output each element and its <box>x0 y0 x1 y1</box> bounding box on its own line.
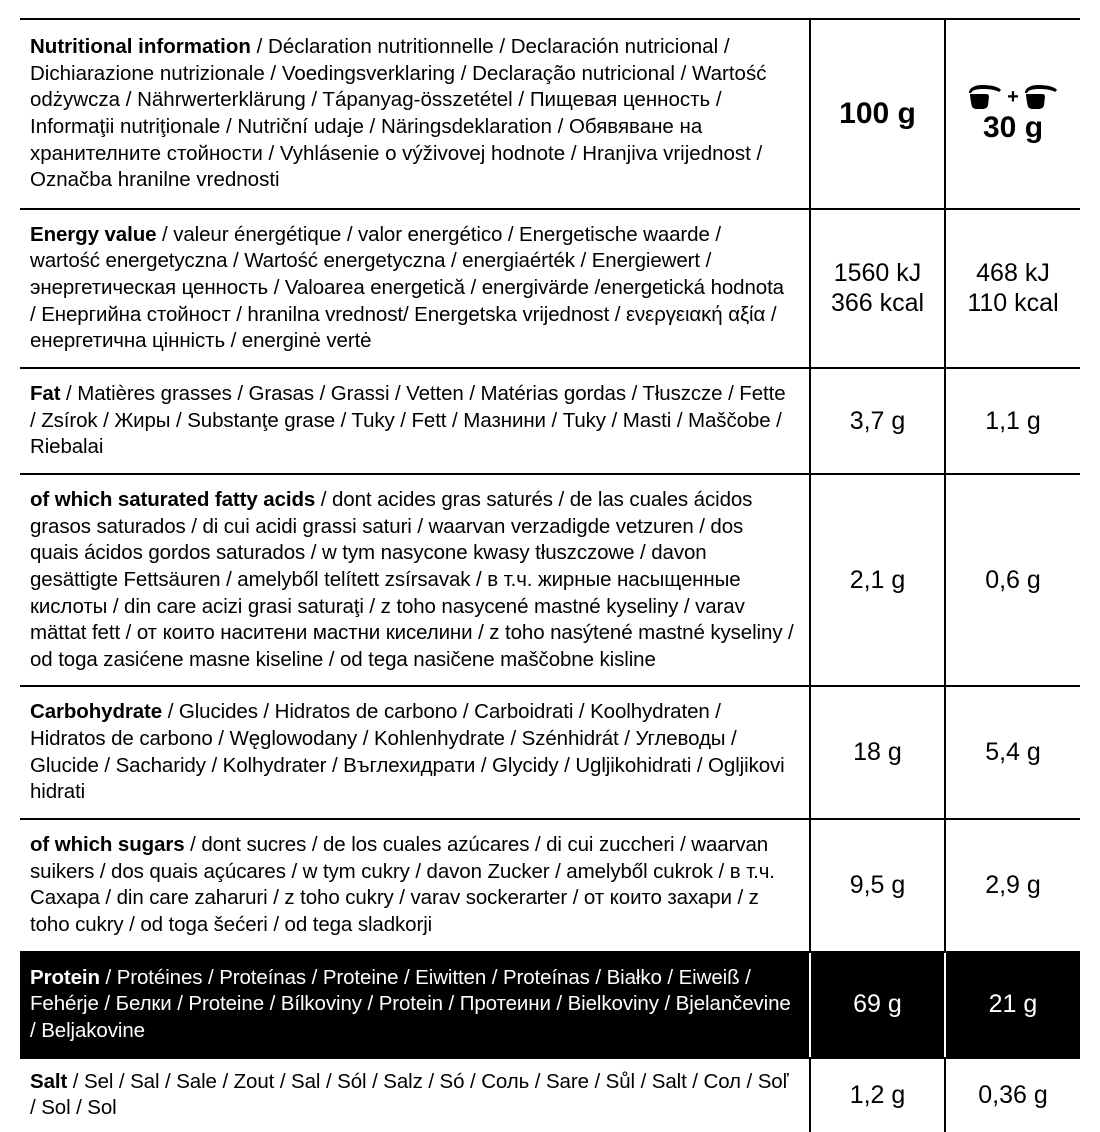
row-nutrient-name: Protein <box>30 965 100 989</box>
table-row <box>20 209 1080 368</box>
header-100g-label: 100 g <box>839 96 916 130</box>
row-value-100g-line1: 2,1 g <box>849 565 906 594</box>
row-value-100g <box>810 952 945 1058</box>
table-row <box>20 1058 1080 1132</box>
header-label-cell <box>20 19 810 209</box>
row-nutrient-name: Energy value <box>30 222 157 246</box>
row-value-100g-line1: 3,7 g <box>849 406 906 435</box>
row-value-100g <box>810 1058 945 1132</box>
header-100g-cell <box>810 19 945 209</box>
row-value-serving <box>945 1058 1080 1132</box>
scoop-icon <box>1022 84 1060 110</box>
table-row <box>20 819 1080 952</box>
row-nutrient-name: Carbohydrate <box>30 700 163 724</box>
row-value-100g-line1: 9,5 g <box>849 871 906 900</box>
row-nutrient-translations: / Matières grasses / Grasas / Grassi / Vetten / Matérias gordas / Tłuszcze / Fette / Zsírok / Жиры / Substanţe grase / Tuky / Fett / Мазнини / Tuky / Masti / Maščobe / Riebalai <box>30 382 786 459</box>
row-value-serving <box>945 474 1080 686</box>
plus-sign: + <box>1007 86 1019 109</box>
header-title: Nutritional information <box>30 35 251 58</box>
row-nutrient-name: Salt <box>30 1069 68 1093</box>
row-value-serving <box>945 819 1080 952</box>
row-value-100g-line2: 366 kcal <box>830 289 925 318</box>
table-header-row <box>20 19 1080 209</box>
row-value-serving <box>945 368 1080 474</box>
row-nutrient-translations: / dont sucres / de los cuales azúcares / di cui zuccheri / waarvan suikers / dos quais açúcares / w tym cukry / davon Zucker / amelyből cukrok / в т.ч. Cахара / din care zaharuri / z toho cukry / varav sockerarter / от които захари / z toho cukry / od toga šećeri / od tega sladkorji <box>30 833 775 936</box>
row-nutrient-translations: / Protéines / Proteínas / Proteine / Eiwitten / Proteínas / Białko / Eiweiß / Fehérje / Белки / Proteine / Bílkoviny / Protein / Протеини / Bielkoviny / Bjelančevine / Beljakovine <box>30 965 791 1042</box>
row-nutrient-name: of which saturated fatty acids <box>30 487 316 511</box>
row-label-fat <box>20 368 810 474</box>
nutritional-information-table <box>20 18 1080 1132</box>
row-label-protein <box>20 952 810 1058</box>
row-value-100g-line1: 18 g <box>853 738 902 767</box>
table-row <box>20 474 1080 686</box>
table-row-highlighted-protein <box>20 952 1080 1058</box>
table-row <box>20 686 1080 819</box>
row-value-serving-line1: 1,1 g <box>985 406 1041 435</box>
row-label-energy <box>20 209 810 368</box>
row-value-100g <box>810 474 945 686</box>
row-value-serving-line2: 110 kcal <box>967 289 1059 318</box>
header-title-translations: / Déclaration nutritionnelle / Declaración nutricional / Dichiarazione nutrizionale / Voedingsverklaring / Declaração nutricional / Wartość odżywcza / Nährwerterklärung / Tápanyag-összetétel / Пищевая ценность / Informaţii nutriţionale / Nutriční udaje / Näringsdeklaration / Обявяване на хранителните стойности / Vyhlásenie o výživovej hodnote / Hranjiva vrijednost / Označba hranilne vrednosti <box>30 35 767 192</box>
scoop-icon-group <box>966 84 1060 110</box>
row-value-100g-line1: 1,2 g <box>849 1080 906 1109</box>
row-value-serving-line1: 0,36 g <box>978 1080 1048 1109</box>
row-label-saturated-fat <box>20 474 810 686</box>
row-value-serving-line1: 0,6 g <box>985 565 1041 594</box>
table-row <box>20 368 1080 474</box>
row-value-100g <box>810 686 945 819</box>
row-value-serving-line1: 468 kJ <box>976 258 1050 287</box>
row-value-serving-line1: 2,9 g <box>985 871 1041 900</box>
row-nutrient-name: Fat <box>30 382 61 406</box>
row-nutrient-translations: / Sel / Sal / Sale / Zout / Sal / Sól / Salz / Só / Соль / Sare / Sůl / Salt / Сол / Soľ / Sol / Sol <box>30 1069 789 1120</box>
row-value-100g <box>810 368 945 474</box>
row-nutrient-translations: / Glucides / Hidratos de carbono / Carboidrati / Koolhydraten / Hidratos de carbono / Węglowodany / Kohlenhydrate / Szénhidrát / Углеводы / Glucide / Sacharidy / Kolhydrater / Въглехидрати / Glycidy / Ugljikohidrati / Ogljikovi hidrati <box>30 700 785 804</box>
row-label-carbohydrate <box>20 686 810 819</box>
row-nutrient-name: of which sugars <box>30 833 185 857</box>
row-label-salt <box>20 1058 810 1132</box>
row-value-100g-line1: 1560 kJ <box>833 258 922 287</box>
row-nutrient-translations: / dont acides gras saturés / de las cuales ácidos grasos saturados / di cui acidi grassi saturi / waarvan verzadigde vetzuren / dos quais ácidos gordos saturados / w tym nasycone kwasy tłuszczowe / davon gesättigte Fettsäuren / amelyből telített zsírsavak / в т.ч. жирные насыщенные кислоты / din care acizi grasi saturaţi / z toho nasycené mastné kyseliny / varav mättat fett / от които наситени мастни киселини / z toho nasýtené mastné kyseliny / od toga zasićene masne kiseline / od tega nasičene maščobne kisline <box>30 487 794 671</box>
row-label-sugars <box>20 819 810 952</box>
row-value-serving <box>945 952 1080 1058</box>
scoop-icon <box>966 84 1004 110</box>
serving-weight-label: 30 g <box>982 111 1044 145</box>
row-value-100g <box>810 819 945 952</box>
row-nutrient-translations: / valeur énergétique / valor energético / Energetische waarde / wartość energetyczna / Wartość energetyczna / energiaérték / Energiewert / энергетическая ценность / Valoarea energetică / energivärde /energetická hodnota / Енергийна стойност / hranilna vrednost/ Energetska vrijednost / ενεργειακή αξία / енергетична цінність / energinė vertė <box>30 222 784 353</box>
header-serving-cell <box>945 19 1080 209</box>
row-value-serving-line1: 5,4 g <box>985 738 1041 767</box>
row-value-serving <box>945 209 1080 368</box>
row-value-serving-line1: 21 g <box>988 990 1038 1019</box>
row-value-serving <box>945 686 1080 819</box>
row-value-100g <box>810 209 945 368</box>
row-value-100g-line1: 69 g <box>853 990 902 1019</box>
